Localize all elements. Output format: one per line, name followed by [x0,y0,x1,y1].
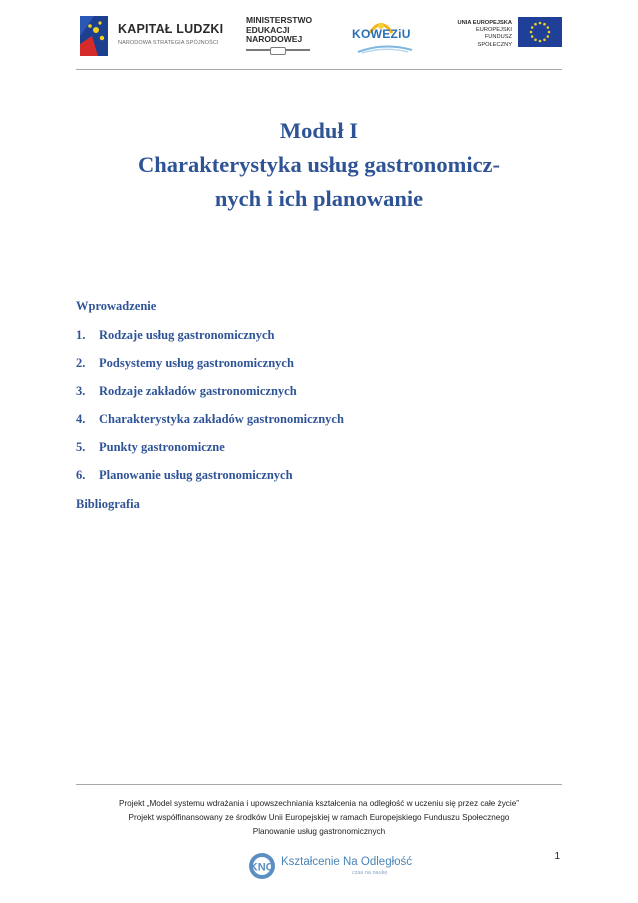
ministerstwo-emblem-icon [270,47,286,55]
unia-text [450,20,512,49]
kapital-ludzki-title: KAPITAŁ LUDZKI [118,22,224,36]
ministerstwo-line-2: EDUKACJI [246,24,290,35]
footer-project-info [76,797,562,839]
koweziu-logo [350,18,420,58]
toc-item-label: Rodzaje usług gastronomicznych [99,328,275,342]
toc-item-label: Punkty gastronomiczne [99,440,225,454]
toc-item-number: 4. [76,412,86,426]
title-line-3: nych i ich planowanie [214,186,424,211]
kapital-ludzki-logo [76,14,224,58]
toc-item-label: Podsystemy usług gastronomicznych [99,356,294,370]
toc-item-label: Charakterystyka zakładów gastronomicznych [99,412,344,426]
footer-line-1: Projekt „Model systemu wdrażania i upowszechniania kształcenia na odległość w uczeniu się przez całe życie” [118,799,519,808]
toc-item-number: 6. [76,468,86,482]
header-divider [76,69,562,70]
toc-item-label: Planowanie usług gastronomicznych [99,468,293,482]
unia-line-1: UNIA EUROPEJSKA [457,20,512,26]
koweziu-title: KOWEZiU [352,27,411,41]
ministerstwo-edukacji-logo [246,16,326,60]
header-logos [74,12,564,62]
svg-text:KNO: KNO [249,861,275,874]
page-number: 1 [554,851,560,862]
toc-item-label: Rodzaje zakładów gastronomicznych [99,384,297,398]
kapital-ludzki-subtitle: NARODOWA STRATEGIA SPÓJNOŚCI [118,40,219,46]
unia-line-2: EUROPEJSKI [475,27,512,34]
toc-bibliography[interactable] [76,496,140,512]
unia-line-3: FUNDUSZ SPOŁECZNY [477,34,512,48]
koweziu-swoosh-icon [356,44,414,54]
toc-bibliography-label: Bibliografia [76,497,140,511]
toc-item-number: 1. [76,328,86,342]
toc-intro[interactable] [76,298,156,314]
module-title [76,114,562,216]
ministerstwo-line-3: NARODOWEJ [246,34,303,44]
toc-item-number: 2. [76,356,86,370]
kno-logo-title: Kształcenie Na Odległość [281,856,413,868]
toc-intro-label: Wprowadzenie [76,299,157,313]
unia-europejska-logo [450,17,562,51]
ksztalcenie-na-odleglosc-logo [248,852,413,882]
title-line-1: Moduł I [279,118,359,143]
ministerstwo-line-1: MINISTERSTWO [246,15,313,25]
toc-item-number: 3. [76,384,86,398]
kno-logo-icon [248,852,276,880]
kno-logo-subtitle: czas na naukę [352,870,388,876]
footer-divider [76,784,562,785]
toc-item-number: 5. [76,440,86,454]
eu-flag-icon [518,17,562,47]
title-line-2: Charakterystyka usług gastronomicz- [137,152,501,177]
footer-line-3: Planowanie usług gastronomicznych [252,827,386,836]
footer-line-2: Projekt współfinansowany ze środków Unii Europejskiej w ramach Europejskiego Funduszu Społecznego [128,813,510,822]
kapital-ludzki-icon [76,14,112,58]
